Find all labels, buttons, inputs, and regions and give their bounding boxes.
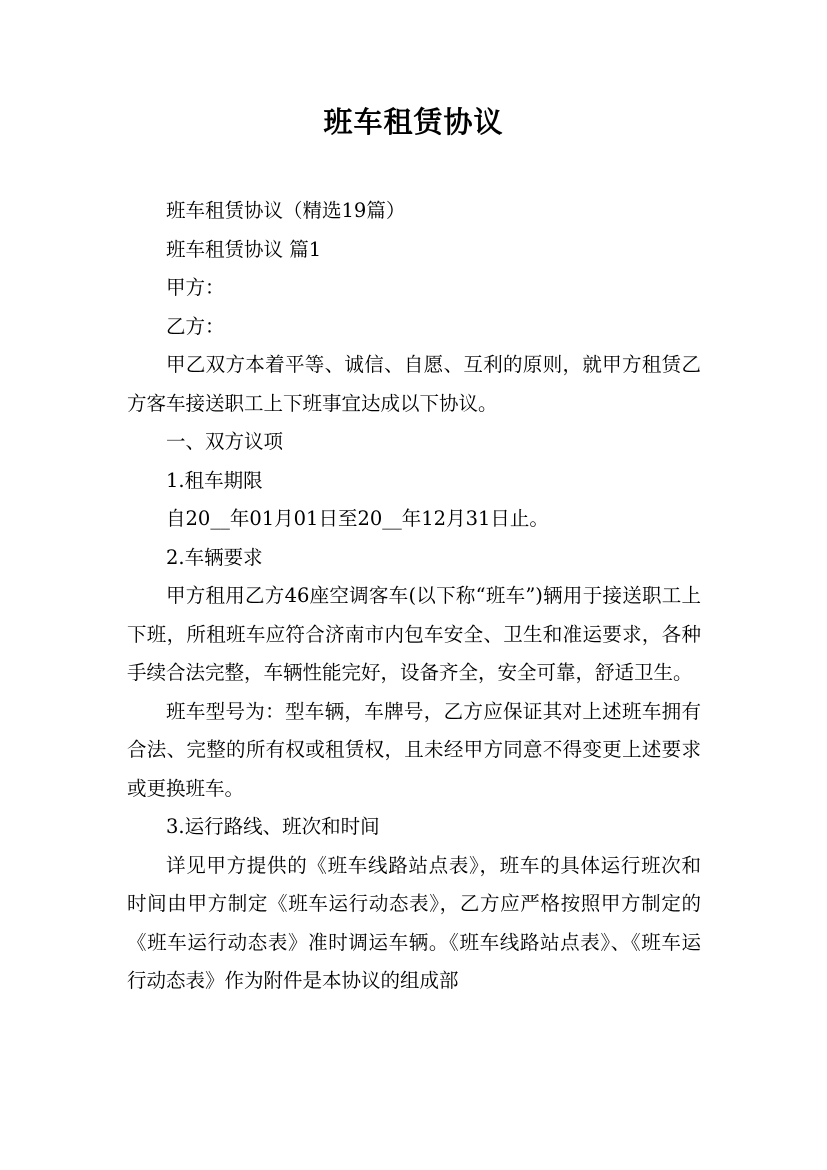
paragraph-rental-period-heading: 1.租车期限 [166,468,263,492]
paragraph-subtitle: 班车租赁协议（精选19篇） [166,199,406,222]
document-body [127,192,701,1001]
paragraph-vehicle-requirements: 甲方租用乙方46座空调客车(以下称“班车”)辆用于接送职工上下班，所租班车应符合济南市内包车安全、卫生和准运要求，各种手续合法完整，车辆性能完好，设备齐全，安全可靠，舒适卫生。 [127,584,701,684]
paragraph-vehicle-requirements-heading: 2.车辆要求 [166,545,263,569]
paragraph-rental-period: 自20__年01月01日至20__年12月31日止。 [166,507,549,530]
paragraph-party-a: 甲方： [166,276,225,299]
document-title: 班车租赁协议 [323,105,504,139]
paragraph-clause-heading: 一、双方议项 [166,430,284,453]
paragraph-preamble: 甲乙双方本着平等、诚信、自愿、互利的原则，就甲方租赁乙方客车接送职工上下班事宜达成以下协议。 [127,353,701,415]
paragraph-section-heading: 班车租赁协议 篇1 [166,237,322,261]
paragraph-route-details: 详见甲方提供的《班车线路站点表》，班车的具体运行班次和时间由甲方制定《班车运行动态表》，乙方应严格按照甲方制定的《班车运行动态表》准时调运车辆。《班车线路站点表》、《班车运行动态表》作为附件是本协议的组成部 [127,853,701,992]
paragraph-party-b: 乙方： [166,314,225,338]
paragraph-vehicle-model: 班车型号为：型车辆，车牌号，乙方应保证其对上述班车拥有合法、完整的所有权或租赁权，且未经甲方同意不得变更上述要求或更换班车。 [127,699,701,800]
paragraph-route-heading: 3.运行路线、班次和时间 [166,815,380,838]
